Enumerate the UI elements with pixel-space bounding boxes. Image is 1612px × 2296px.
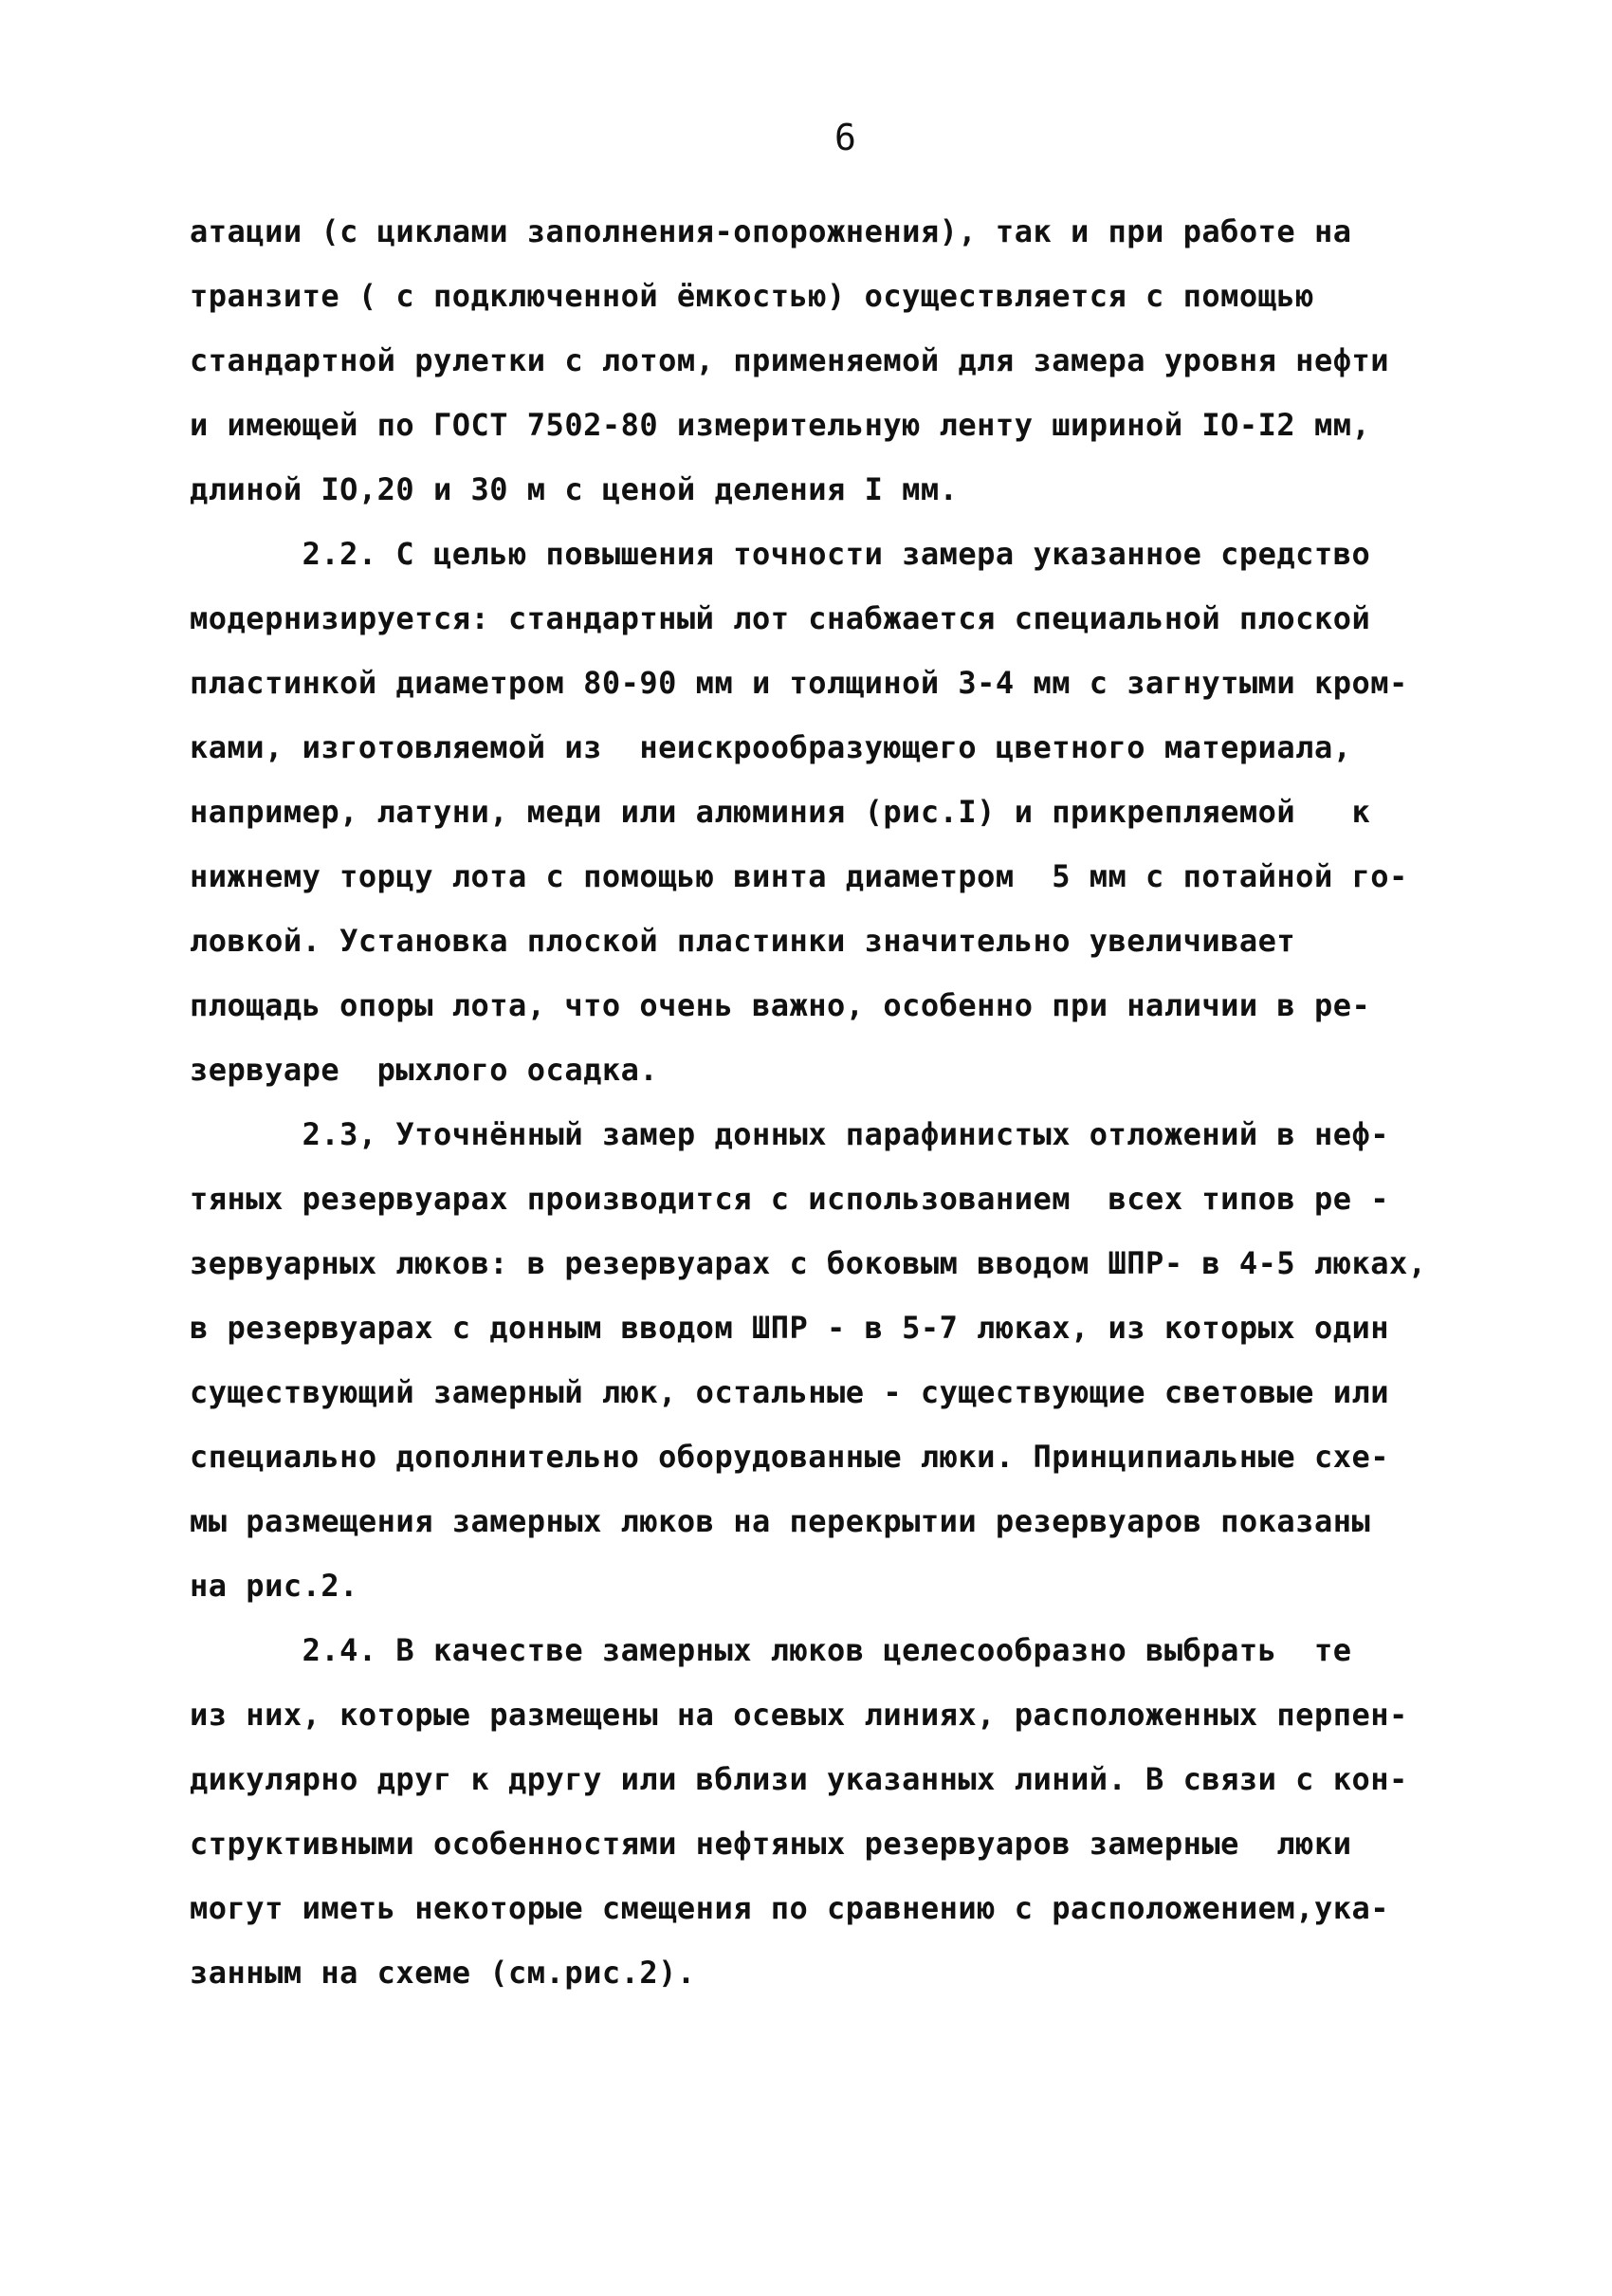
- text-line: в резервуарах с донным вводом ШПР - в 5-7 люках, из которых один: [190, 1310, 1389, 1346]
- text-line: площадь опоры лота, что очень важно, особенно при наличии в ре-: [190, 987, 1371, 1023]
- text-line: транзите ( с подключенной ёмкостью) осуществляется с помощью: [190, 278, 1314, 314]
- paragraph-2-3-start: 2.3, Уточнённый замер донных парафинистых отложений в неф-: [190, 1116, 1389, 1152]
- body-text: [190, 199, 1470, 2005]
- text-line: стандартной рулетки с лотом, применяемой для замера уровня нефти: [190, 342, 1389, 378]
- text-line: из них, которые размещены на осевых линиях, расположенных перпен-: [190, 1697, 1408, 1733]
- text-line: тяных резервуарах производится с использованием всех типов ре -: [190, 1181, 1389, 1217]
- text-line: и имеющей по ГОСТ 7502-80 измерительную ленту шириной IO-I2 мм,: [190, 407, 1371, 443]
- text-line: атации (с циклами заполнения-опорожнения), так и при работе на: [190, 213, 1352, 249]
- text-line: пластинкой диаметром 80-90 мм и толщиной 3-4 мм с загнутыми кром-: [190, 665, 1408, 701]
- text-line: занным на схеме (см.рис.2).: [190, 1955, 696, 1991]
- text-line: модернизируется: стандартный лот снабжается специальной плоской: [190, 600, 1371, 636]
- text-line: дикулярно друг к другу или вблизи указанных линий. В связи с кон-: [190, 1761, 1408, 1797]
- paragraph-2-2-start: 2.2. С целью повышения точности замера указанное средство: [190, 536, 1371, 572]
- text-line: могут иметь некоторые смещения по сравнению с расположением,ука-: [190, 1890, 1389, 1926]
- text-line: ками, изготовляемой из неискрообразующего цветного материала,: [190, 729, 1352, 765]
- text-line: специально дополнительно оборудованные люки. Принципиальные схе-: [190, 1439, 1389, 1475]
- text-line: зервуаре рыхлого осадка.: [190, 1052, 659, 1088]
- page-number: 6: [834, 117, 856, 158]
- text-line: ловкой. Установка плоской пластинки значительно увеличивает: [190, 923, 1296, 959]
- text-line: на рис.2.: [190, 1568, 358, 1604]
- text-line: например, латуни, меди или алюминия (рис.I) и прикрепляемой к: [190, 794, 1371, 830]
- text-line: существующий замерный люк, остальные - существующие световые или: [190, 1374, 1389, 1410]
- text-line: длиной IO,20 и 30 м с ценой деления I мм.: [190, 471, 959, 507]
- text-line: структивными особенностями нефтяных резервуаров замерные люки: [190, 1826, 1352, 1862]
- paragraph-2-4-start: 2.4. В качестве замерных люков целесообразно выбрать те: [190, 1632, 1352, 1668]
- text-line: нижнему торцу лота с помощью винта диаметром 5 мм с потайной го-: [190, 858, 1408, 894]
- text-line: зервуарных люков: в резервуарах с боковым вводом ШПР- в 4-5 люках,: [190, 1245, 1427, 1281]
- text-line: мы размещения замерных люков на перекрытии резервуаров показаны: [190, 1503, 1371, 1539]
